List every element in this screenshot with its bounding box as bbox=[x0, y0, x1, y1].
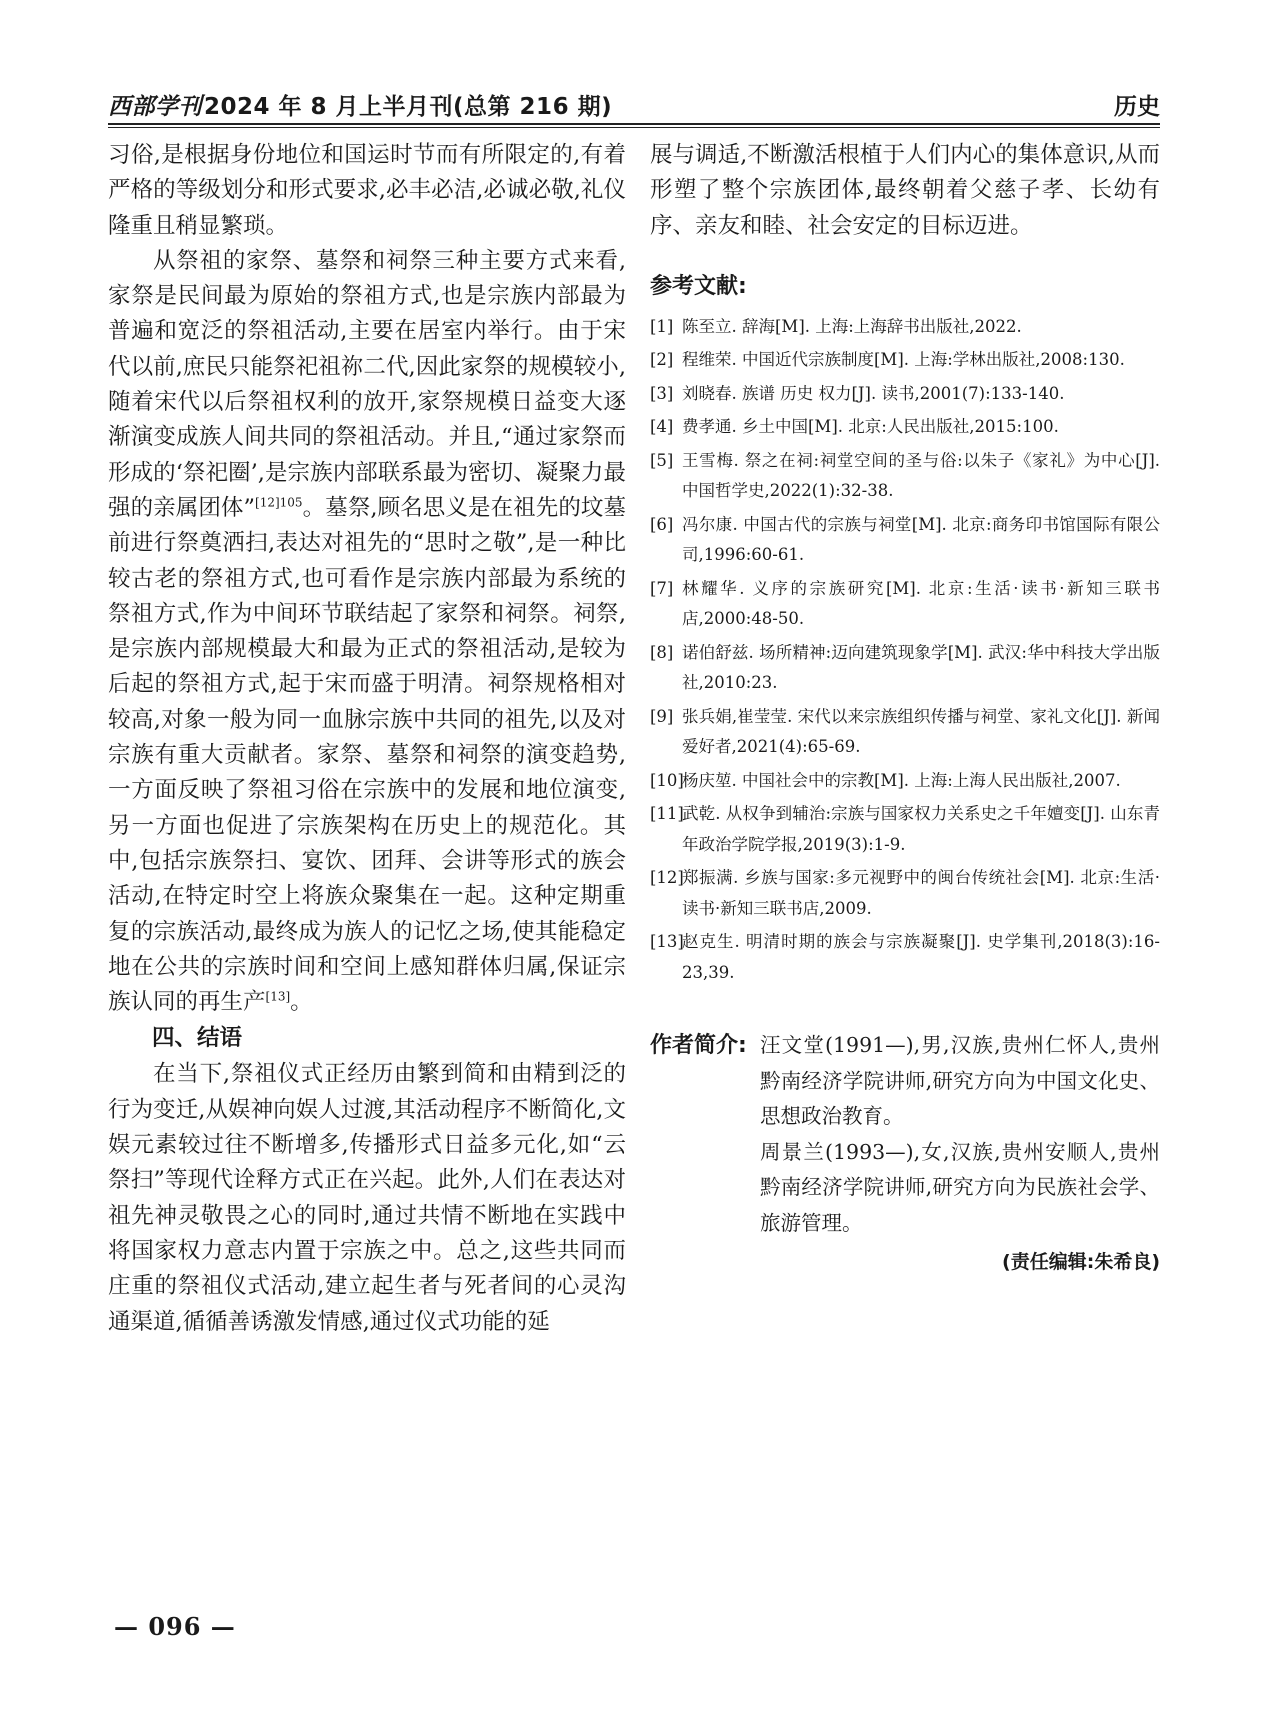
reference-item bbox=[650, 702, 1160, 763]
author-bio: 周景兰(1993—),女,汉族,贵州安顺人,贵州黔南经济学院讲师,研究方向为民族社会学、旅游管理。 bbox=[760, 1139, 1160, 1235]
reference-item bbox=[650, 574, 1160, 635]
section-tag: 历史 bbox=[1114, 94, 1160, 120]
reference-number: [10] bbox=[650, 770, 684, 790]
reference-text: 程维荣. 中国近代宗族制度[M]. 上海:学林出版社,2008:130. bbox=[682, 350, 1125, 370]
header-rule-thick bbox=[108, 123, 1160, 125]
issue-info: 2024 年 8 月上半月刊(总第 216 期) bbox=[204, 94, 613, 120]
reference-item bbox=[650, 863, 1160, 924]
reference-item bbox=[650, 510, 1160, 571]
paragraph-text: 。 bbox=[290, 989, 313, 1016]
header-rule-thin bbox=[108, 127, 1160, 128]
author-info bbox=[650, 1028, 1160, 1241]
paragraph-text: 。墓祭,顾名思义是在祖先的坟墓前进行祭奠洒扫,表达对祖先的“思时之敬”,是一种比较古老的祭祖方式,也可看作是宗族内部最为系统的祭祖方式,作为中间环节联结起了家祭和祠祭。祠祭,是宗族内部规模最大和最为正式的祭祖活动,是较为后起的祭祖方式,起于宋而盛于明清。祠祭规格相对较高,对象一般为同一血脉宗族中共同的祖先,以及对宗族有重大贡献者。家祭、墓祭和祠祭的演变趋势,一方面反映了祭祖习俗在宗族中的发展和地位演变,另一方面也促进了宗族架构在历史上的规范化。其中,包括宗族祭扫、宴饮、团拜、会讲等形式的族会活动,在特定时空上将族众聚集在一起。这种定期重复的宗族活动,最终成为族人的记忆之场,使其能稳定地在公共的宗族时间和空间上感知群体归属,保证宗族认同的再生产 bbox=[108, 494, 626, 1016]
reference-item bbox=[650, 412, 1160, 443]
reference-text: 林耀华. 义序的宗族研究[M]. 北京:生活·读书·新知三联书店,2000:48-50. bbox=[682, 578, 1160, 629]
paragraph-ancestor-worship bbox=[108, 244, 626, 1021]
reference-number: [3] bbox=[650, 383, 674, 403]
journal-logo: 西部学刊 bbox=[108, 93, 202, 120]
reference-number: [11] bbox=[650, 804, 684, 824]
reference-text: 陈至立. 辞海[M]. 上海:上海辞书出版社,2022. bbox=[682, 316, 1022, 336]
page-header bbox=[108, 78, 1160, 128]
reference-number: [7] bbox=[650, 578, 674, 598]
reference-number: [12] bbox=[650, 868, 684, 888]
references-title: 参考文献: bbox=[650, 273, 747, 299]
reference-item bbox=[650, 345, 1160, 376]
reference-text: 王雪梅. 祭之在祠:祠堂空间的圣与俗:以朱子《家礼》为中心[J]. 中国哲学史,2022(1):32-38. bbox=[682, 450, 1160, 501]
reference-item bbox=[650, 446, 1160, 507]
paragraph-continued: 习俗,是根据身份地位和国运时节而有所限定的,有着严格的等级划分和形式要求,必丰必洁,必诚必敬,礼仪隆重且稍显繁琐。 bbox=[108, 142, 626, 239]
references-list bbox=[650, 312, 1160, 989]
reference-text: 刘晓春. 族谱 历史 权力[J]. 读书,2001(7):133-140. bbox=[682, 383, 1065, 403]
citation-12: [12]105 bbox=[255, 495, 303, 510]
responsible-editor: (责任编辑:朱希良) bbox=[1002, 1251, 1160, 1274]
paragraph-conclusion-continued: 展与调适,不断激活根植于人们内心的集体意识,从而形塑了整个宗族团体,最终朝着父慈子孝、长幼有序、亲友和睦、社会安定的目标迈进。 bbox=[650, 142, 1160, 239]
reference-text: 冯尔康. 中国古代的宗族与祠堂[M]. 北京:商务印书馆国际有限公司,1996:60-61. bbox=[682, 514, 1160, 565]
reference-number: [13] bbox=[650, 932, 684, 952]
reference-item bbox=[650, 379, 1160, 410]
reference-item bbox=[650, 638, 1160, 699]
reference-item bbox=[650, 799, 1160, 860]
reference-number: [2] bbox=[650, 350, 674, 370]
reference-text: 郑振满. 乡族与国家:多元视野中的闽台传统社会[M]. 北京:生活·读书·新知三联书店,2009. bbox=[682, 868, 1160, 918]
paragraph-conclusion: 在当下,祭祖仪式正经历由繁到简和由精到泛的行为变迁,从娱神向娱人过渡,其活动程序不断简化,文娱元素较过往不断增多,传播形式日益多元化,如“云祭扫”等现代诠释方式正在兴起。此外,人们在表达对祖先神灵敬畏之心的同时,通过共情不断地在实践中将国家权力意志内置于宗族之中。总之,这些共同而庄重的祭祖仪式活动,建立起生者与死者间的心灵沟通渠道,循循善诱激发情感,通过仪式功能的延 bbox=[108, 1061, 626, 1335]
left-column bbox=[108, 138, 626, 1340]
author-info-label: 作者简介: bbox=[650, 1033, 747, 1059]
reference-text: 杨庆堃. 中国社会中的宗教[M]. 上海:上海人民出版社,2007. bbox=[682, 770, 1121, 790]
reference-number: [6] bbox=[650, 514, 674, 534]
reference-item bbox=[650, 312, 1160, 343]
paragraph-text: 从祭祖的家祭、墓祭和祠祭三种主要方式来看,家祭是民间最为原始的祭祖方式,也是宗族内部最为普遍和宽泛的祭祖活动,主要在居室内举行。由于宋代以前,庶民只能祭祀祖祢二代,因此家祭的规模较小,随着宋代以后祭祖权利的放开,家祭规模日益变大逐渐演变成族人间共同的祭祖活动。并且,“通过家祭而形成的‘祭祀圈’,是宗族内部联系最为密切、凝聚力最强的亲属团体” bbox=[108, 247, 626, 521]
reference-text: 武乾. 从权争到辅治:宗族与国家权力关系史之千年嬗变[J]. 山东青年政治学院学报,2019(3):1-9. bbox=[682, 804, 1160, 854]
journal-masthead bbox=[108, 88, 612, 121]
reference-item bbox=[650, 766, 1160, 797]
reference-number: [4] bbox=[650, 417, 674, 437]
right-column bbox=[650, 138, 1160, 1277]
reference-number: [1] bbox=[650, 316, 674, 336]
author-bio: 汪文堂(1991—),男,汉族,贵州仁怀人,贵州黔南经济学院讲师,研究方向为中国文化史、思想政治教育。 bbox=[760, 1033, 1160, 1129]
reference-number: [5] bbox=[650, 450, 674, 470]
reference-text: 诺伯舒兹. 场所精神:迈向建筑现象学[M]. 武汉:华中科技大学出版社,2010:23. bbox=[682, 642, 1160, 693]
reference-number: [9] bbox=[650, 706, 674, 726]
reference-text: 赵克生. 明清时期的族会与宗族凝聚[J]. 史学集刊,2018(3):16-23,39. bbox=[682, 932, 1160, 982]
reference-text: 费孝通. 乡土中国[M]. 北京:人民出版社,2015:100. bbox=[682, 417, 1059, 437]
reference-item bbox=[650, 927, 1160, 988]
reference-text: 张兵娟,崔莹莹. 宋代以来宗族组织传播与祠堂、家礼文化[J]. 新闻爱好者,2021(4):65-69. bbox=[682, 706, 1160, 757]
page-number: — 096 — bbox=[114, 1612, 236, 1641]
reference-number: [8] bbox=[650, 642, 674, 662]
citation-13: [13] bbox=[265, 989, 291, 1004]
section-heading-conclusion: 四、结语 bbox=[152, 1025, 243, 1052]
